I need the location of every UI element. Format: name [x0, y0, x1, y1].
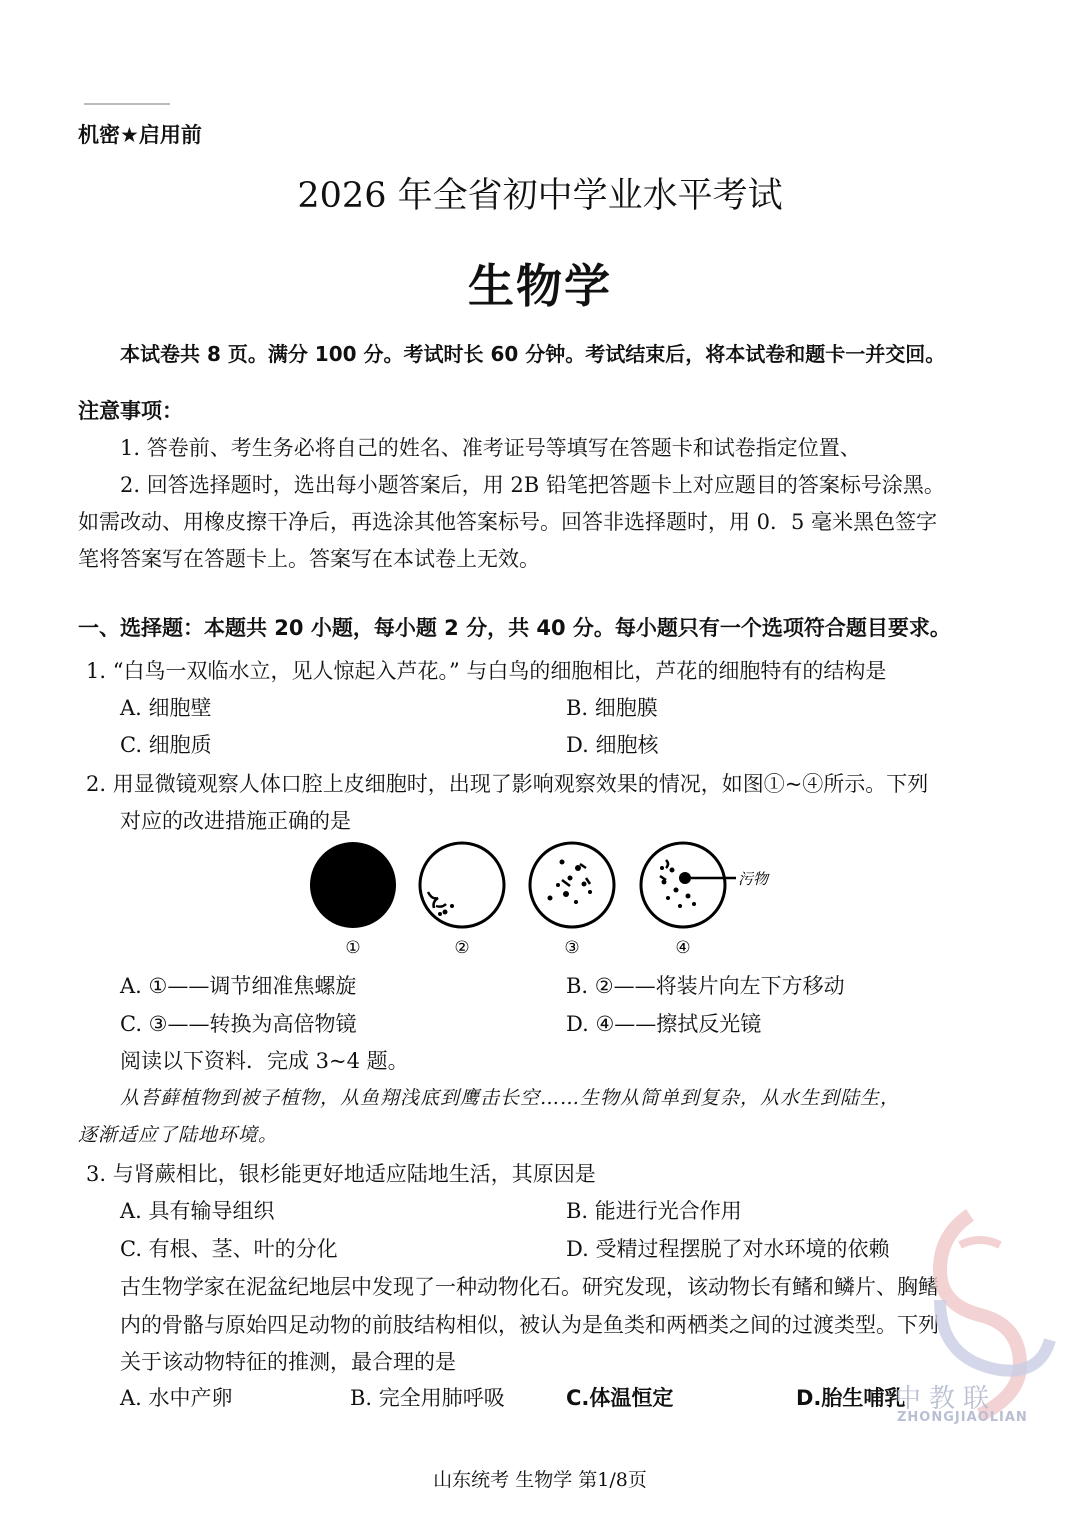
view-4	[641, 843, 736, 927]
note-2-line-2: 如需改动、用橡皮擦干净后，再选涂其他答案标号。回答非选择题时，用 0．5 毫米黑色签字	[78, 510, 938, 534]
fig-label-1: ①	[345, 938, 361, 958]
q1-option-b: B. 细胞膜	[566, 696, 658, 720]
q2-option-c: C. ③——转换为高倍物镜	[120, 1012, 357, 1036]
q3-stem: 3. 与肾蕨相比，银杉能更好地适应陆地生活，其原因是	[86, 1162, 596, 1186]
note-2-line-1: 2. 回答选择题时，选出每小题答案后，用 2B 铅笔把答题卡上对应题目的答案标号涂黑。	[120, 473, 945, 497]
view-3	[530, 843, 614, 927]
top-rule	[84, 103, 170, 105]
subject-title: 生物学	[468, 259, 612, 313]
view-2	[420, 843, 504, 927]
q4-option-b: B. 完全用肺呼吸	[350, 1386, 505, 1410]
notes-heading: 注意事项：	[78, 399, 183, 423]
fig-label-3: ③	[564, 938, 580, 958]
fig-callout-label: 污物	[738, 870, 769, 888]
page-footer: 山东统考 生物学 第1/8页	[433, 1469, 647, 1491]
q3-option-b: B. 能进行光合作用	[566, 1199, 742, 1223]
q2-option-a: A. ①——调节细准焦螺旋	[120, 974, 357, 998]
q1-option-d: D. 细胞核	[566, 733, 659, 757]
q4-option-d: D.胎生哺乳	[796, 1386, 906, 1410]
fig-label-2: ②	[454, 938, 470, 958]
fig-label-4: ④	[675, 938, 691, 958]
watermark-text: 中教联	[895, 1384, 998, 1414]
section-heading: 一、选择题：本题共 20 小题，每小题 2 分，共 40 分。每小题只有一个选项符合题目要求。	[78, 616, 951, 640]
q4-option-a: A. 水中产卵	[120, 1386, 233, 1410]
q1-stem: 1. “白鸟一双临水立，见人惊起入芦花。” 与白鸟的细胞相比，芦花的细胞特有的结构是	[86, 659, 887, 683]
note-2-line-3: 笔将答案写在答题卡上。答案写在本试卷上无效。	[78, 547, 540, 571]
q1-option-a: A. 细胞壁	[120, 696, 212, 720]
q4-stem-line-3: 关于该动物特征的推测，最合理的是	[120, 1350, 456, 1374]
q3-option-c: C. 有根、茎、叶的分化	[120, 1237, 338, 1261]
q4-stem-line-1: 古生物学家在泥盆纪地层中发现了一种动物化石。研究发现，该动物长有鳍和鳞片、胸鳍	[120, 1275, 939, 1299]
reading-passage-line-2: 逐渐适应了陆地环境。	[78, 1124, 279, 1146]
q2-option-d: D. ④——擦拭反光镜	[566, 1012, 762, 1036]
q3-option-a: A. 具有输导组织	[120, 1199, 275, 1223]
note-1: 1. 答卷前、考生务必将自己的姓名、准考证号等填写在答题卡和试卷指定位置、	[120, 436, 861, 460]
q2-stem-line-1: 2. 用显微镜观察人体口腔上皮细胞时，出现了影响观察效果的情况，如图①~④所示。下列	[86, 772, 929, 796]
view-1	[310, 842, 396, 928]
q4-stem-line-2: 内的骨骼与原始四足动物的前肢结构相似，被认为是鱼类和两栖类之间的过渡类型。下列	[120, 1313, 939, 1337]
q2-stem-line-2: 对应的改进措施正确的是	[120, 809, 351, 833]
exam-intro: 本试卷共 8 页。满分 100 分。考试时长 60 分钟。考试结束后，将本试卷和题卡一并交回。	[120, 342, 946, 366]
microscope-figure	[300, 840, 780, 960]
q2-option-b: B. ②——将装片向左下方移动	[566, 974, 845, 998]
confidential-label: 机密★启用前	[78, 123, 202, 147]
reading-lead: 阅读以下资料．完成 3~4 题。	[120, 1049, 409, 1073]
exam-title: 2026 年全省初中学业水平考试	[297, 176, 783, 216]
q4-option-c: C.体温恒定	[566, 1386, 674, 1410]
reading-passage-line-1: 从苔藓植物到被子植物，从鱼翔浅底到鹰击长空……生物从简单到复杂，从水生到陆生，	[120, 1087, 901, 1109]
q1-option-c: C. 细胞质	[120, 733, 212, 757]
q3-option-d: D. 受精过程摆脱了对水环境的依赖	[566, 1237, 890, 1261]
watermark-subtext: ZHONGJIAOLIAN	[897, 1410, 1028, 1425]
